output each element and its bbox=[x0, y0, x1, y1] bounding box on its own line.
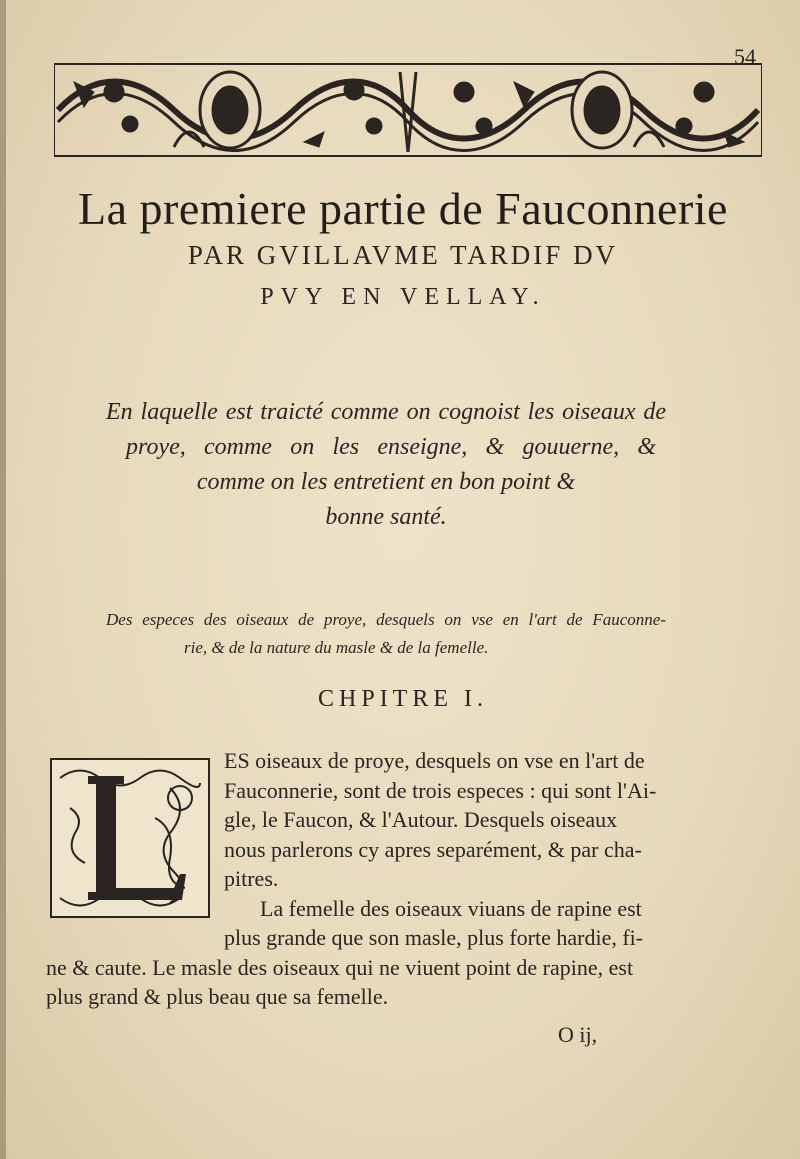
page-number: 54 bbox=[734, 44, 756, 69]
body-line: ne & caute. Le masle des oiseaux qui ne viuent point de rapine, est bbox=[46, 954, 634, 980]
title-author: PAR GVILLAVME TARDIF DV bbox=[187, 240, 619, 270]
intro-line: comme on les entretient en bon point & bbox=[196, 469, 576, 495]
intro-line: proye, comme on les enseigne, & gouuerne, & bbox=[126, 434, 656, 460]
chapter-body bbox=[46, 746, 746, 1012]
body-line: plus grande que son masle, plus forte hardie, fi- bbox=[224, 925, 644, 950]
intro-line: bonne santé. bbox=[325, 504, 447, 530]
summary-line: Des especes des oiseaux de proye, desquels on vse en l'art de Fauconne- bbox=[106, 610, 666, 629]
chapter-summary bbox=[106, 606, 666, 662]
body-line: plus grand & plus beau que sa femelle. bbox=[46, 984, 389, 1009]
body-line: gle, le Faucon, & l'Autour. Desquels oiseaux bbox=[224, 807, 618, 832]
summary-line: rie, & de la nature du masle & de la femelle. bbox=[184, 638, 489, 657]
body-line: pitres. bbox=[224, 866, 279, 891]
ornamental-headpiece bbox=[54, 62, 762, 158]
body-line: ES oiseaux de proye, desquels on vse en l'art de bbox=[224, 748, 645, 773]
chapter-heading: CHPITRE I. bbox=[318, 686, 488, 712]
body-line: nous parlerons cy apres separément, & par cha- bbox=[224, 836, 642, 862]
intro-line: En laquelle est traicté comme on cognoist les oiseaux de bbox=[106, 399, 666, 425]
signature-mark: O ij, bbox=[558, 1022, 598, 1047]
body-line: Fauconnerie, sont de trois especes : qui sont l'Ai- bbox=[224, 777, 657, 803]
title-place: PVY EN VELLAY. bbox=[260, 284, 546, 310]
title-main: La premiere partie de Fauconnerie bbox=[78, 183, 728, 234]
body-line: La femelle des oiseaux viuans de rapine est bbox=[260, 895, 642, 921]
initial-letter: L bbox=[130, 868, 131, 869]
intro-paragraph bbox=[106, 395, 666, 535]
